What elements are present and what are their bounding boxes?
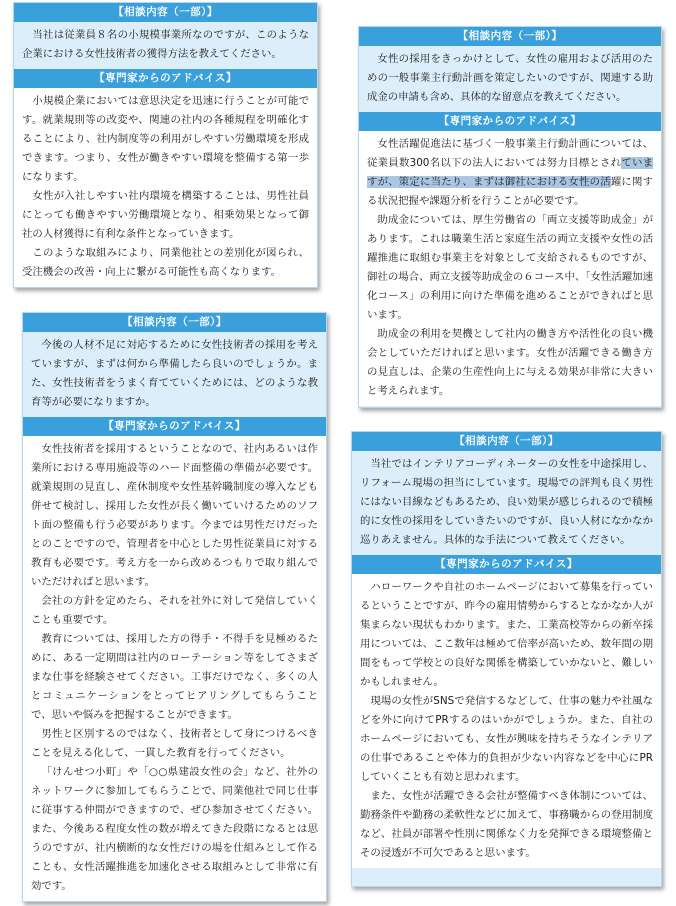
question-text: 当社ではインテリアコーディネーターの女性を中途採用し、リフォーム現場の担当にしています。現場での評判も良く男性にはない目線などもあるため、良い効果が感じられるので積極的に女性の採用をしていきたいのですが、良い人材になかなか巡りあえません。具体的な手法について教えてください。: [360, 458, 653, 546]
advice-header: 【専門家からのアドバイス】: [352, 555, 661, 574]
advice-text: 女性活躍促進法に基づく一般事業主行動計画については、従業員数300名以下の法人においては努力目標とされ: [367, 138, 653, 169]
advice-paragraph: また、女性が活躍できる会社が整備すべき体制については、勤務条件や勤務の柔軟性などに加えて、事務職からの登用制度など、社員が部署や性別に関係なく力を発揮できる環境整備とその浸透が不可欠であると思います。: [360, 790, 653, 859]
advice-paragraph: このような取組みにより、同業他社との差別化が図られ、受注機会の改善・向上に繋がる可能性も高くなります。: [22, 247, 309, 278]
advice-body: [23, 436, 326, 901]
advice-paragraph: 現場の女性がSNSで発信するなどして、仕事の魅力や社風などを外に向けてPRするのはいかがでしょうか。また、自社のホームページにおいても、女性が興味を持ちそうなインテリアの仕事であることや体力的負担が少ない内容などを中心にPRしていくことも有効と思われます。: [360, 695, 653, 783]
advice-header: 【専門家からのアドバイス】: [359, 112, 661, 131]
advice-paragraph: 男性と区別するのではなく、技術者として身につけるべきことを見える化して、一貫した教育を行ってください。: [31, 728, 318, 759]
question-text: 女性の採用をきっかけとして、女性の雇用および活用のための一般事業主行動計画を策定したいのですが、関連する助成金の申請も含め、具体的な留意点を教えてください。: [367, 53, 653, 103]
question-text: 当社は従業員８名の小規模事業所なのですが、このような企業における女性技術者の獲得方法を教えてください。: [22, 29, 309, 60]
advice-paragraph: 「けんせつ小町」や「○○県建設女性の会」など、社外のネットワークに参加してもらうことで、同業他社で同じ仕事に従事する仲間ができますので、ぜひ参加させてください。また、今後ある程度女性の数が増えてきた段階になるとは思うのですが、社内横断的な女性だけの場を仕組みとして作ることも、女性活躍推進を加速化させる取組みとして非常に有効です。: [31, 766, 318, 892]
advice-paragraph: [367, 135, 653, 211]
question-header: 【相談内容（一部）】: [352, 432, 661, 451]
advice-paragraph: 教育については、採用した方の得手・不得手を見極めるために、ある一定期間は社内のローテーション等をしてさまざまな仕事を経験させてください。工事だけでなく、多くの人とコミュニケーションをとってヒアリングしてもらうことで、思いや悩みを把握することができます。: [31, 633, 318, 721]
question-body: [23, 332, 326, 417]
advice-paragraph: 女性が入社しやすい社内環境を構築することは、男性社員にとっても働きやすい労働環境となり、相乗効果となって御社の人材獲得に有利な条件となっていきます。: [22, 190, 309, 240]
advice-paragraph: 助成金については、厚生労働省の「両立支援等助成金」があります。これは職業生活と家庭生活の両立支援や女性の活躍推進に取組む事業主を対象として支給されるものですが、御社の場合、両立支援等助成金の６コース中、「女性活躍加速化コース」の利用に向けた準備を進めることができればと思います。: [367, 214, 653, 321]
advice-paragraph: 会社の方針を定めたら、それを社外に対して発信していくことも重要です。: [31, 595, 318, 626]
advice-body: [14, 88, 317, 287]
consultation-card-2: [358, 26, 662, 408]
advice-text: 躍に関する状況把握や課題分析を行うことが必要です。: [367, 176, 654, 207]
advice-paragraph: 女性技術者を採用するということなので、社内あるいは作業所における専用施設等のハード面整備の準備が必要です。就業規則の見直し、産休制度や女性基幹職制度の導入なども併せて検討し、採用した女性が長く働いていけるためのソフト面の整備も行う必要があります。今までは男性だけだったとのことですので、管理者を中心とした男性従業員に対する教育も必要です。考え方を一から改めるつもりで取り組んでいただければと思います。: [31, 443, 318, 588]
advice-header: 【専門家からのアドバイス】: [23, 417, 326, 436]
consultation-card-3: [22, 312, 327, 902]
question-header: 【相談内容（一部）】: [23, 313, 326, 332]
question-body: [352, 451, 661, 555]
question-text: 今後の人材不足に対応するために女性技術者の採用を考えていますが、まずは何から準備したら良いのでしょうか。また、女性技術者をうまく育てていくためには、どのような教育等が必要になりますか。: [31, 339, 318, 408]
highlighted-text[interactable]: ていますが、策定に当たり、まずは御社における女性の活: [367, 157, 653, 188]
question-body: [14, 22, 317, 69]
advice-header: 【専門家からのアドバイス】: [14, 69, 317, 88]
question-header: 【相談内容（一部）】: [14, 3, 317, 22]
advice-paragraph: 助成金の利用を契機として社内の働き方や活性化の良い機会としていただければと思います。女性が活躍できる働き方の見直しは、企業の生産性向上に与える効果が非常に大きいと考えられます。: [367, 328, 653, 397]
consultation-card-1: [13, 2, 318, 288]
question-header: 【相談内容（一部）】: [359, 27, 661, 46]
consultation-card-4: [351, 431, 662, 887]
advice-body: [352, 574, 661, 868]
advice-paragraph: ハローワークや自社のホームページにおいて募集を行っているということですが、昨今の雇用情勢からするとなかなか人が集まらない現状もわかります。また、工業高校等からの新卒採用については、ここ数年は極めて倍率が高いため、数年間の期間をもって学校との良好な関係を構築していかないと、難しいかもしれません。: [360, 581, 653, 688]
advice-body: [359, 131, 661, 406]
question-body: [359, 46, 661, 112]
advice-paragraph: 小規模企業においては意思決定を迅速に行うことが可能です。就業規則等の改変や、関連の社内の各種規程を明確化することにより、社内制度等の利用がしやすい労働環境を形成できます。つまり、女性が働きやすい環境を整備する第一歩になります。: [22, 95, 309, 183]
